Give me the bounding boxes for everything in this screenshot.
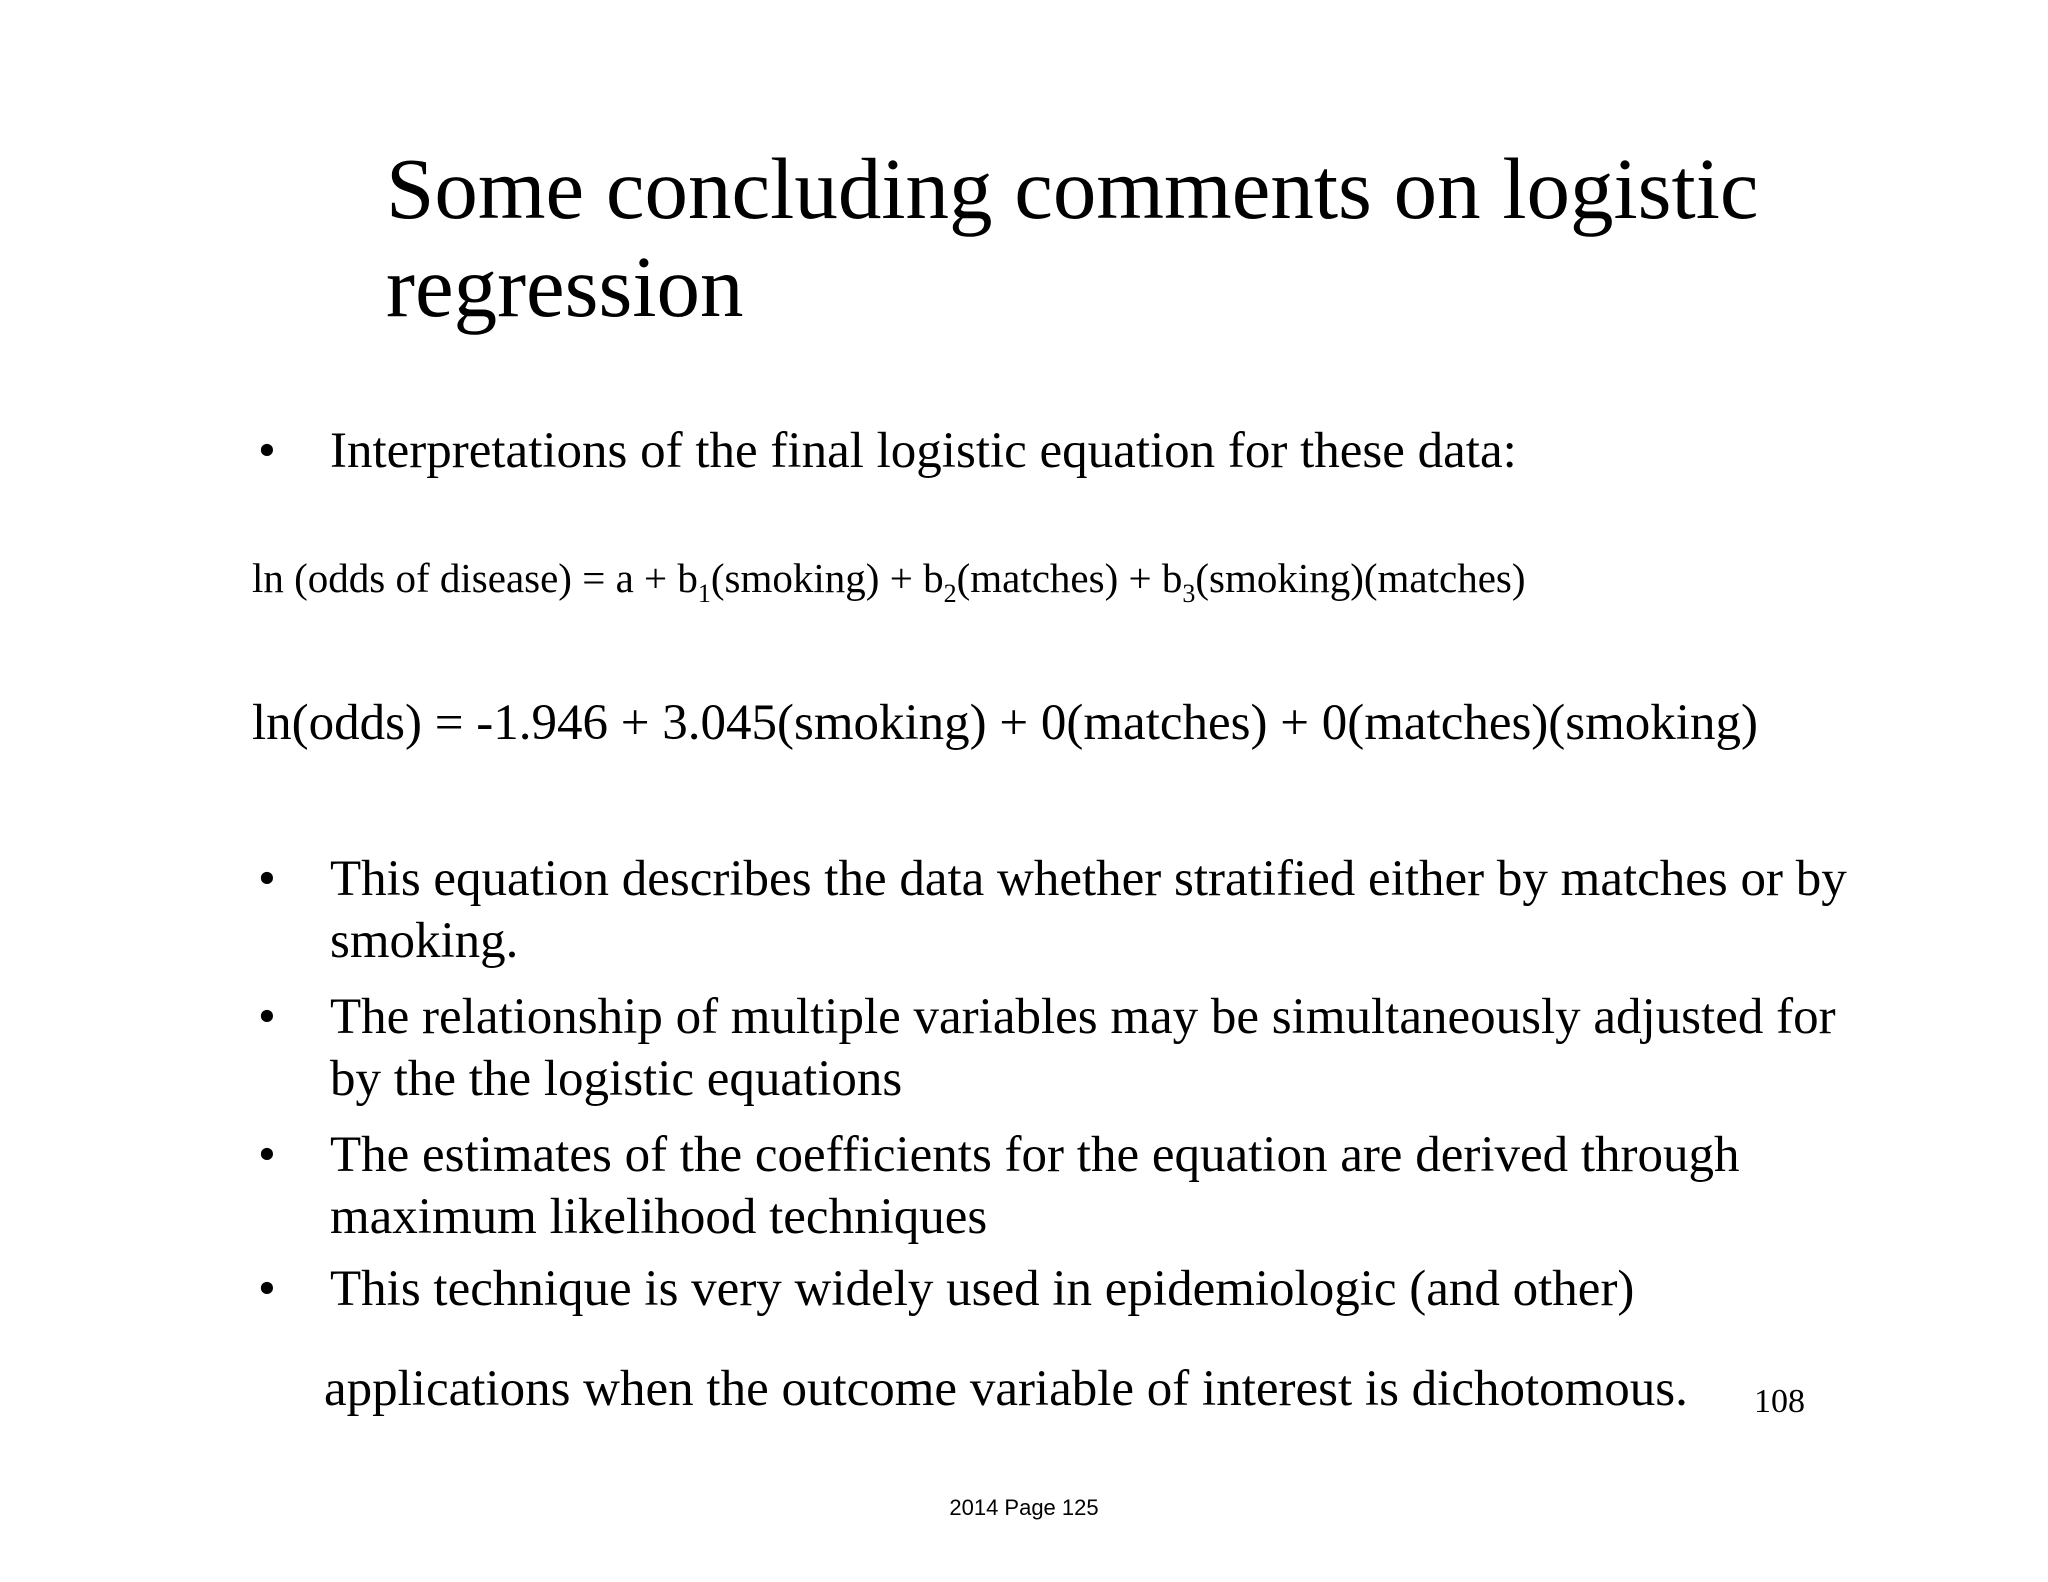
general-equation-part: (smoking) + b: [710, 555, 944, 601]
list-item: [252, 986, 1870, 1110]
bullet-icon: •: [258, 1261, 276, 1317]
intro-bullet-text: Interpretations of the final logistic equation for these data:: [330, 423, 1517, 479]
bullet-icon: •: [258, 1127, 276, 1183]
general-equation-subscript: 1: [697, 579, 711, 608]
list-item-text: The estimates of the coefficients for the equation are derived through maximum likelihood techniques: [330, 1127, 1740, 1245]
bullet-icon: •: [258, 423, 276, 479]
general-equation-subscript: 3: [1182, 579, 1196, 608]
general-equation-part: ln (odds of disease) = a + b: [252, 555, 698, 601]
general-equation-subscript: 2: [943, 579, 957, 608]
general-equation-part: (smoking)(matches): [1195, 555, 1526, 601]
list-item: [252, 1124, 1870, 1248]
slide-number: 108: [1754, 1383, 1805, 1420]
fitted-equation: ln(odds) = -1.946 + 3.045(smoking) + 0(matches) + 0(matches)(smoking): [252, 695, 1758, 751]
intro-bullet: [252, 420, 1870, 482]
slide-title: Some concluding comments on logistic regression: [386, 140, 1759, 335]
list-item-text: This equation describes the data whether stratified either by matches or by smoking.: [330, 851, 1847, 969]
list-item-text: This technique is very widely used in epidemiologic (and other): [330, 1261, 1635, 1317]
list-item: [252, 848, 1870, 972]
list-item-text: The relationship of multiple variables may be simultaneously adjusted for by the the logistic equations: [330, 989, 1836, 1107]
general-equation: [252, 552, 1526, 608]
bullet-icon: •: [258, 989, 276, 1045]
list-item: [252, 1258, 1870, 1320]
continuation-line: applications when the outcome variable of interest is dichotomous.: [324, 1361, 1688, 1417]
page-footer: 2014 Page 125: [949, 1495, 1099, 1520]
general-equation-part: (matches) + b: [956, 555, 1183, 601]
bullet-icon: •: [258, 851, 276, 907]
